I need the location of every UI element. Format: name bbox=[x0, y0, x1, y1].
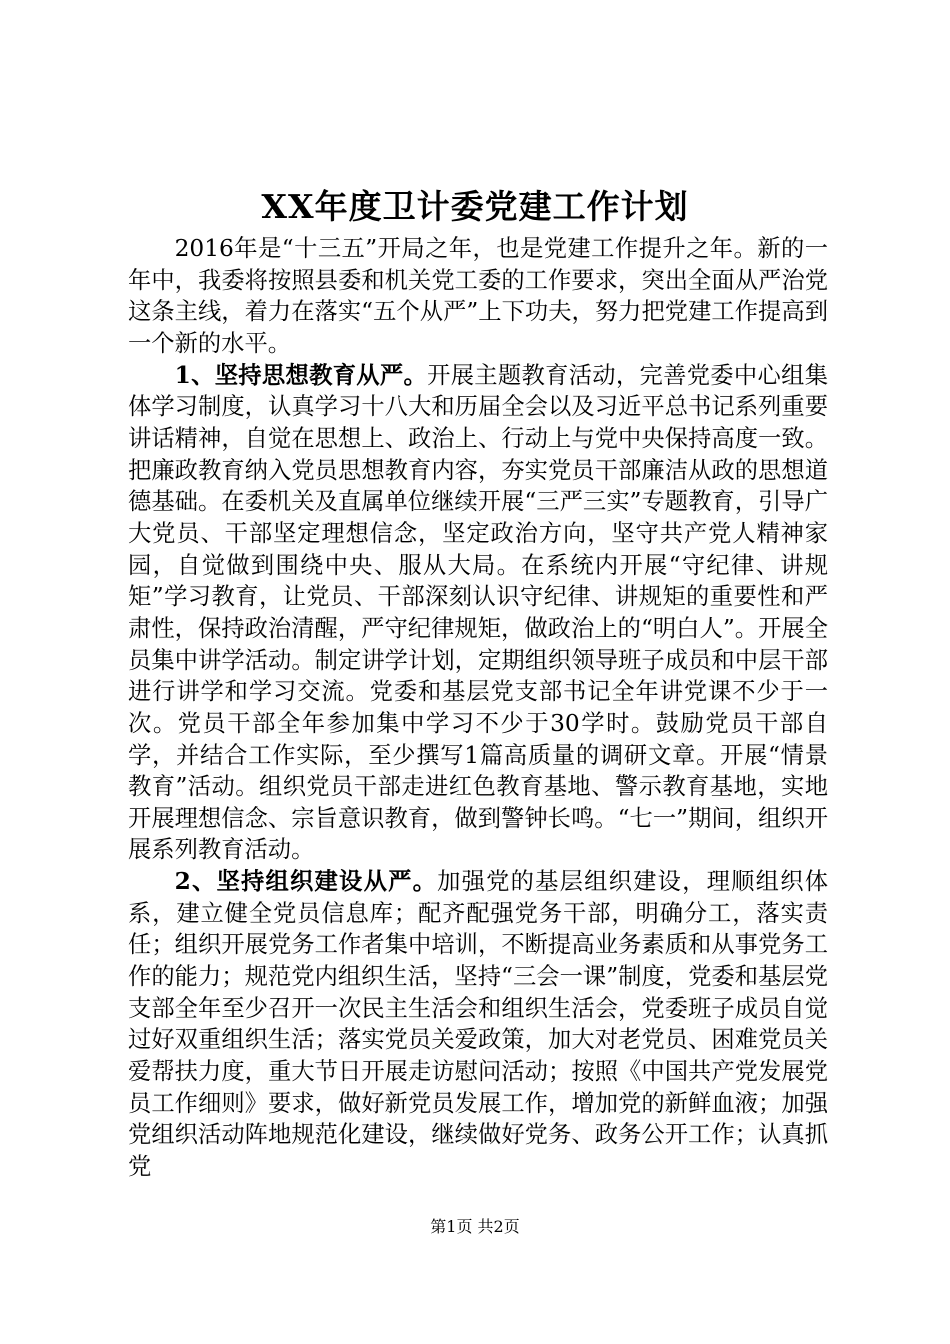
intro-paragraph: 2016年是“十三五”开局之年，也是党建工作提升之年。新的一年中，我委将按照县委和机关党工委的工作要求，突出全面从严治党这条主线，着力在落实“五个从严”上下功夫，努力把党建工作提高到一个新的水平。 bbox=[128, 235, 828, 357]
section-text-2: 加强党的基层组织建设，理顺组织体系，建立健全党员信息库；配齐配强党务干部，明确分工，落实责任；组织开展党务工作者集中培训，不断提高业务素质和从事党务工作的能力；规范党内组织生活，坚持“三会一课”制度，党委和基层党支部全年至少召开一次民主生活会和组织生活会，党委班子成员自觉过好双重组织生活；落实党员关爱政策，加大对老党员、困难党员关爱帮扶力度，重大节日开展走访慰问活动；按照《中国共产党发展党员工作细则》要求，做好新党员发展工作，增加党的新鲜血液；加强党组织活动阵地规范化建设，继续做好党务、政务公开工作；认真抓党 bbox=[128, 868, 828, 1181]
document-body bbox=[128, 233, 828, 1183]
section-paragraph-1 bbox=[128, 360, 828, 867]
section-text-1: 开展主题教育活动，完善党委中心组集体学习制度，认真学习十八大和历届全会以及习近平总书记系列重要讲话精神，自觉在思想上、政治上、行动上与党中央保持高度一致。把廉政教育纳入党员思想教育内容，夯实党员干部廉洁从政的思想道德基础。在委机关及直属单位继续开展“三严三实”专题教育，引导广大党员、干部坚定理想信念，坚定政治方向，坚守共产党人精神家园，自觉做到围绕中央、服从大局。在系统内开展“守纪律、讲规矩”学习教育，让党员、干部深刻认识守纪律、讲规矩的重要性和严肃性，保持政治清醒，严守纪律规矩，做政治上的“明白人”。开展全员集中讲学活动。制定讲学计划，定期组织领导班子成员和中层干部进行讲学和学习交流。党委和基层党支部书记全年讲党课不少于一次。党员干部全年参加集中学习不少于30学时。鼓励党员干部自学，并结合工作实际，至少撰写1篇高质量的调研文章。开展“情景教育”活动。组织党员干部走进红色教育基地、警示教育基地，实地开展理想信念、宗旨意识教育，做到警钟长鸣。“七一”期间，组织开展系列教育活动。 bbox=[128, 361, 828, 864]
page-indicator: 第1页 共2页 bbox=[430, 1217, 520, 1236]
section-heading-2: 2、坚持组织建设从严。 bbox=[174, 868, 438, 896]
section-heading-1: 1、坚持思想教育从严。 bbox=[174, 361, 428, 389]
document-title: XX年度卫计委党建工作计划 bbox=[261, 187, 689, 226]
section-paragraph-2 bbox=[128, 866, 828, 1183]
